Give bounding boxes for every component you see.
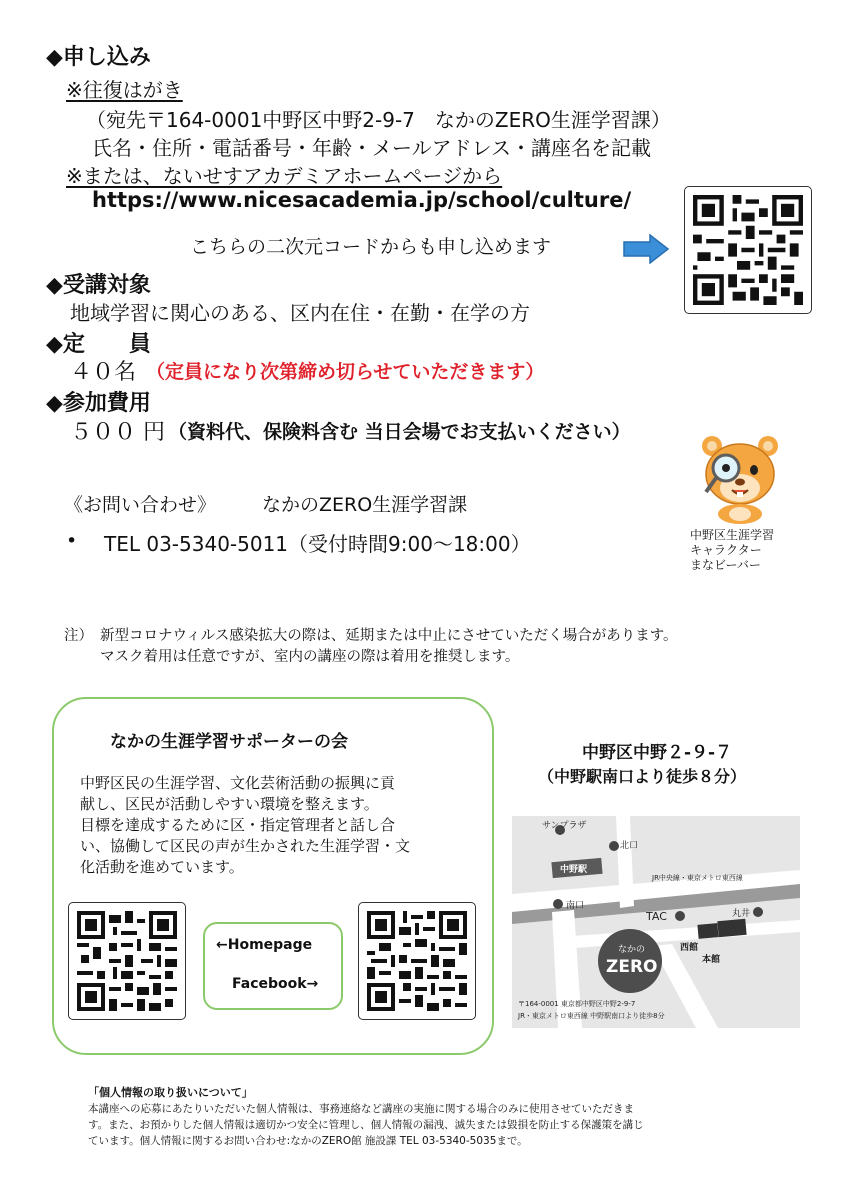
postcard-fields: 氏名・住所・電話番号・年齢・メールアドレス・講座名を記載 [92,136,651,160]
map-label-main: 本館 [702,955,721,965]
map-access: （中野駅南口より徒歩８分） [538,767,747,786]
map-label-marui: 丸井 [732,909,751,919]
mascot-caption-line: キャラクター [690,543,762,557]
postcard-address: （宛先〒164-0001中野区中野2-9-7 なかのZERO生涯学習課） [86,108,671,132]
qr-code-icon [693,195,803,305]
notice-line: マスク着用は任意ですが、室内の講座の際は着用を推奨します。 [100,649,520,665]
capacity-value: ４０名 [70,360,137,385]
contact-org: なかのZERO生涯学習課 [262,494,468,516]
privacy-line: す。また、お預かりした個人情報は適切かつ安全に管理し、個人情報の漏洩、滅失または毀損を防止する保護策を講じ [88,1119,644,1131]
capacity-heading: ◆定 員 [46,332,151,357]
social-links-box [203,922,343,1010]
map-label-station: 中野駅 [560,865,588,875]
map-label-jr-line: JR中央線・東京メトロ東西線 [652,874,743,882]
homepage-label: ※または、ないせすアカデミアホームページから [66,164,503,188]
map-label-tac: TAC [646,910,667,923]
supporters-body-line: 献し、区民が活動しやすい環境を整えます。 [80,795,379,813]
target-text: 地域学習に関心のある、区内在住・在勤・在学の方 [70,301,530,325]
privacy-line: 本講座への応募にあたりいただいた個人情報は、事務連絡など講座の実施に関する場合のみに使用させていただきま [88,1103,634,1115]
qr-code-icon [367,911,467,1011]
supporters-title: なかの生涯学習サポーターの会 [110,732,348,752]
beaver-mascot-icon [698,432,782,524]
postcard-label: ※往復はがき [66,78,183,102]
homepage-qr-code[interactable] [68,902,186,1020]
notice-prefix: 注） [64,628,93,644]
facebook-qr-code[interactable] [358,902,476,1020]
capacity-note: （定員になり次第締め切らせていただきます） [146,361,545,383]
application-url[interactable]: https://www.nicesacademia.jp/school/culture/ [92,188,632,212]
application-qr-code[interactable] [684,186,812,314]
map-label-south-exit: 南口 [566,901,585,911]
mascot-caption [690,528,774,573]
mascot-caption-line: まなビーバー [690,558,761,572]
contact-bullet: • [66,530,78,552]
map-label-zero-small: なかの [618,945,646,955]
supporters-body-line: い、協働して区民の声が生かされた生涯学習・文 [80,837,411,855]
privacy-title: 「個人情報の取り扱いについて」 [88,1086,253,1099]
location-map [512,816,800,1028]
supporters-body-line: 中野区民の生涯学習、文化芸術活動の振興に貢 [80,774,396,792]
arrow-right-icon [622,234,670,264]
map-label-zero: ZERO [606,957,658,977]
fee-note: （資料代、保険料含む 当日会場でお支払いください） [168,421,631,443]
map-label-sunplaza: サンプラザ [542,821,587,831]
contact-tel[interactable]: TEL 03-5340-5011（受付時間9:00～18:00） [104,532,531,556]
qr-note: こちらの二次元コードからも申し込めます [190,236,552,258]
supporters-body [80,773,410,878]
supporters-body-line: 目標を達成するために区・指定管理者と話し合 [80,816,396,834]
map-label-north-exit: 北口 [620,841,639,851]
map-label-bottom: 〒164-0001 東京都中野区中野2-9-7 [518,1000,636,1008]
contact-label: 《お問い合わせ》 [64,494,217,516]
privacy-line: ています。個人情報に関するお問い合わせ:なかのZERO館 施設課 TEL 03-5340-5035まで。 [88,1135,528,1147]
map-address: 中野区中野２-９-７ [582,743,733,763]
mascot-caption-line: 中野区生涯学習 [690,528,775,542]
homepage-link[interactable]: ←Homepage [216,937,313,953]
map-label-bottom: JR・東京メトロ東西線 中野駅南口より徒歩8分 [518,1012,665,1020]
facebook-link[interactable]: Facebook→ [232,976,319,992]
apply-heading: ◆申し込み [46,45,151,70]
target-heading: ◆受講対象 [46,273,151,298]
supporters-body-line: 化活動を進めています。 [80,858,244,876]
fee-heading: ◆参加費用 [46,391,151,416]
qr-code-icon [77,911,177,1011]
map-label-west: 西館 [680,943,699,953]
notice-line: 新型コロナウィルス感染拡大の際は、延期または中止にさせていただく場合があります。 [100,628,678,644]
fee-value: ５００ 円 [70,420,165,445]
